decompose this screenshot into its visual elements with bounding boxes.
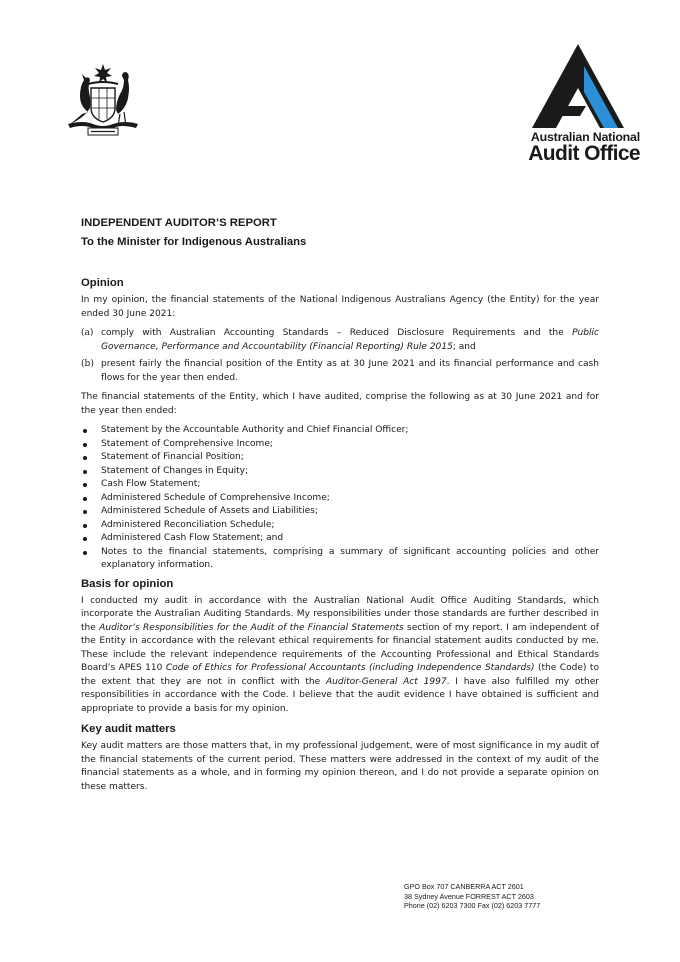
basis-paragraph <box>81 595 599 717</box>
key-audit-paragraph: Key audit matters are those matters that, in my professional judgement, were of most significance in my audit of the financial statements of the current period. These matters were addressed in the context of my audit of the financial statements as a whole, and in forming my opinion thereon, and I do not provide a separate opinion on these matters. <box>81 741 599 792</box>
statements-intro: The financial statements of the Entity, which I have audited, comprise the following as at 30 June 2021 and for the year then ended: <box>81 392 599 416</box>
report-body <box>81 276 599 800</box>
anao-name-line2: Audit Office <box>528 142 640 165</box>
opinion-list <box>81 327 599 385</box>
list-marker: (b) <box>81 359 94 369</box>
basis-text-2: section of my report. I am independent of the Entity in accordance with the relevant ethical requirements for financial statement audits conducted by me. These include the relevant independence requirements of the Accounting Professional and Ethical Standards Board’s APES 110 <box>81 622 599 673</box>
basis-italic-1: Auditor’s Responsibilities for the Audit of the Financial Statements <box>99 622 404 633</box>
footer-line-phone: Phone (02) 6203 7300 Fax (02) 6203 7777 <box>404 901 541 911</box>
list-item: Cash Flow Statement; <box>81 478 599 492</box>
list-item: Statement of Financial Position; <box>81 451 599 465</box>
list-item: Statement by the Accountable Authority and Chief Financial Officer; <box>81 424 599 438</box>
list-item: Administered Schedule of Assets and Liabilities; <box>81 505 599 519</box>
basis-heading: Basis for opinion <box>81 577 174 590</box>
anao-triangle-logo-icon <box>528 44 624 128</box>
anao-name-line1: Australian National <box>530 130 640 144</box>
opinion-item-a-rule: Public Governance, Performance and Accountability (Financial Reporting) Rule 2015 <box>101 328 599 352</box>
list-item: Statement of Changes in Equity; <box>81 465 599 479</box>
list-item: Notes to the financial statements, comprising a summary of significant accounting policies and other explanatory information. <box>81 546 599 573</box>
list-item: Administered Reconciliation Schedule; <box>81 519 599 533</box>
basis-italic-2: Code of Ethics for Professional Accountants (including Independence Standards) <box>165 663 535 673</box>
opinion-item-a <box>81 327 599 354</box>
list-item: Administered Cash Flow Statement; and <box>81 532 599 546</box>
key-audit-heading: Key audit matters <box>81 723 176 735</box>
basis-text-3: (the Code) to the extent that they are not in conflict with the <box>81 663 599 687</box>
footer-address <box>404 882 540 911</box>
opinion-item-b-text: present fairly the financial position of the Entity as at 30 June 2021 and its financial performance and cash flows for the year then ended. <box>101 359 599 383</box>
anao-logo <box>512 44 640 166</box>
basis-text-1: I conducted my audit in accordance with the Australian National Audit Office Auditing Standards, which incorporate the Australian Auditing Standards. My responsibilities under those standards are further described in the <box>81 595 599 633</box>
opinion-item-b <box>81 358 599 385</box>
opinion-heading: Opinion <box>81 277 124 289</box>
list-marker: (a) <box>81 328 94 338</box>
report-addressee: To the Minister for Indigenous Australians <box>81 236 307 248</box>
opinion-item-a-end: ; and <box>452 341 476 352</box>
commonwealth-coat-of-arms-icon <box>58 62 148 140</box>
basis-text-4: . I have also fulfilled my other responsibilities in accordance with the Code. I believe that the audit evidence I have obtained is sufficient and appropriate to provide a basis for my opinion. <box>81 676 599 714</box>
list-item: Statement of Comprehensive Income; <box>81 438 599 452</box>
statements-list <box>81 424 599 573</box>
report-title: INDEPENDENT AUDITOR’S REPORT <box>81 217 277 229</box>
opinion-item-a-text: comply with Australian Accounting Standards – Reduced Disclosure Requirements and the <box>101 328 573 338</box>
footer-line-postal: GPO Box 707 CANBERRA ACT 2601 <box>404 882 524 891</box>
basis-italic-3: Auditor-General Act 1997 <box>325 676 447 687</box>
list-item: Administered Schedule of Comprehensive Income; <box>81 492 599 506</box>
footer-line-street: 38 Sydney Avenue FORREST ACT 2603 <box>404 891 534 901</box>
opinion-intro: In my opinion, the financial statements of the National Indigenous Australians Agency (the Entity) for the year ended 30 June 2021: <box>81 295 599 319</box>
